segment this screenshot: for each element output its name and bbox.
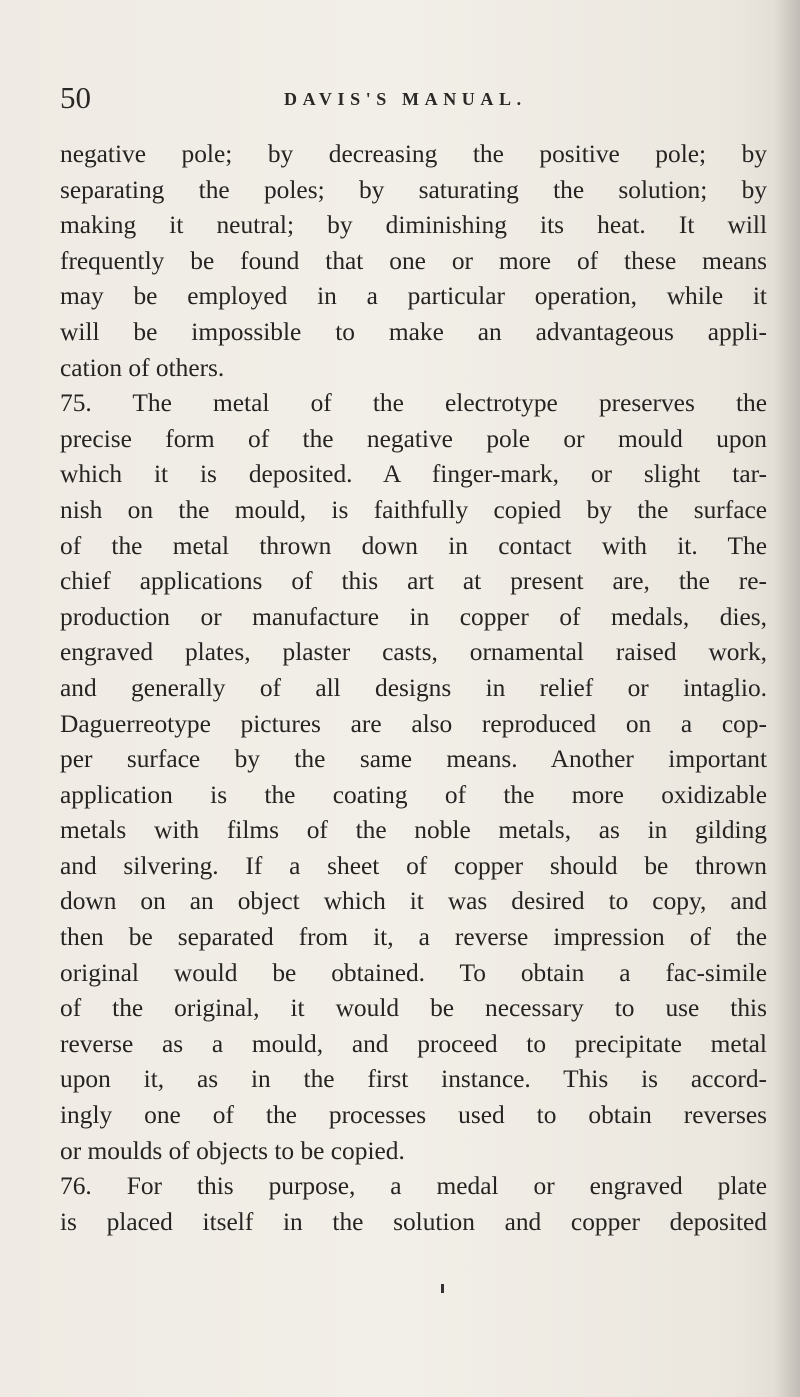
- text-line: original would be obtained. To obtain a fac-simile: [60, 958, 767, 987]
- text-line: and generally of all designs in relief or intaglio.: [60, 673, 767, 702]
- text-line: nish on the mould, is faithfully copied by the surface: [60, 495, 767, 524]
- text-line: chief applications of this art at present are, the re-: [60, 567, 767, 596]
- text-line: or moulds of objects to be copied.: [60, 1136, 405, 1165]
- text-line: negative pole; by decreasing the positive pole; by: [60, 140, 767, 168]
- text-line: cation of others.: [60, 353, 225, 382]
- text-line: down on an object which it was desired to copy, and: [60, 887, 767, 916]
- text-line: and silvering. If a sheet of copper should be thrown: [60, 851, 767, 880]
- text-line: Daguerreotype pictures are also reproduced on a cop-: [60, 709, 767, 738]
- text-line: which it is deposited. A finger-mark, or slight tar-: [60, 460, 767, 489]
- text-line: is placed itself in the solution and copper deposited: [60, 1207, 767, 1236]
- text-line: application is the coating of the more oxidizable: [60, 780, 767, 809]
- text-line: precise form of the negative pole or mould upon: [60, 424, 767, 453]
- text-line: then be separated from it, a reverse impression of the: [60, 923, 767, 952]
- page-number: 50: [60, 80, 91, 115]
- text-line: of the original, it would be necessary to use this: [60, 994, 767, 1023]
- text-line: may be employed in a particular operation, while it: [60, 282, 767, 311]
- text-line: of the metal thrown down in contact with it. The: [60, 531, 767, 560]
- text-line: 75. The metal of the electrotype preserves the: [60, 389, 767, 418]
- text-line: will be impossible to make an advantageous appli-: [60, 317, 767, 346]
- text-line: upon it, as in the first instance. This is accord-: [60, 1065, 767, 1094]
- text-line: 76. For this purpose, a medal or engraved plate: [60, 1172, 767, 1201]
- body-text: [60, 137, 767, 1240]
- text-line: metals with films of the noble metals, as in gilding: [60, 816, 767, 845]
- text-line: frequently be found that one or more of these means: [60, 246, 767, 275]
- page-edge-shadow: [774, 0, 800, 1397]
- page-header: [60, 78, 780, 118]
- text-line: ingly one of the processes used to obtain reverses: [60, 1101, 767, 1130]
- text-line: reverse as a mould, and proceed to precipitate metal: [60, 1029, 767, 1058]
- text-line: production or manufacture in copper of medals, dies,: [60, 602, 767, 631]
- text-line: separating the poles; by saturating the solution; by: [60, 175, 767, 204]
- ink-mark: [441, 1284, 444, 1293]
- text-line: making it neutral; by diminishing its heat. It will: [60, 211, 767, 240]
- text-line: per surface by the same means. Another important: [60, 745, 767, 774]
- text-line: engraved plates, plaster casts, ornamental raised work,: [60, 638, 767, 667]
- running-title: DAVIS'S MANUAL.: [284, 89, 527, 109]
